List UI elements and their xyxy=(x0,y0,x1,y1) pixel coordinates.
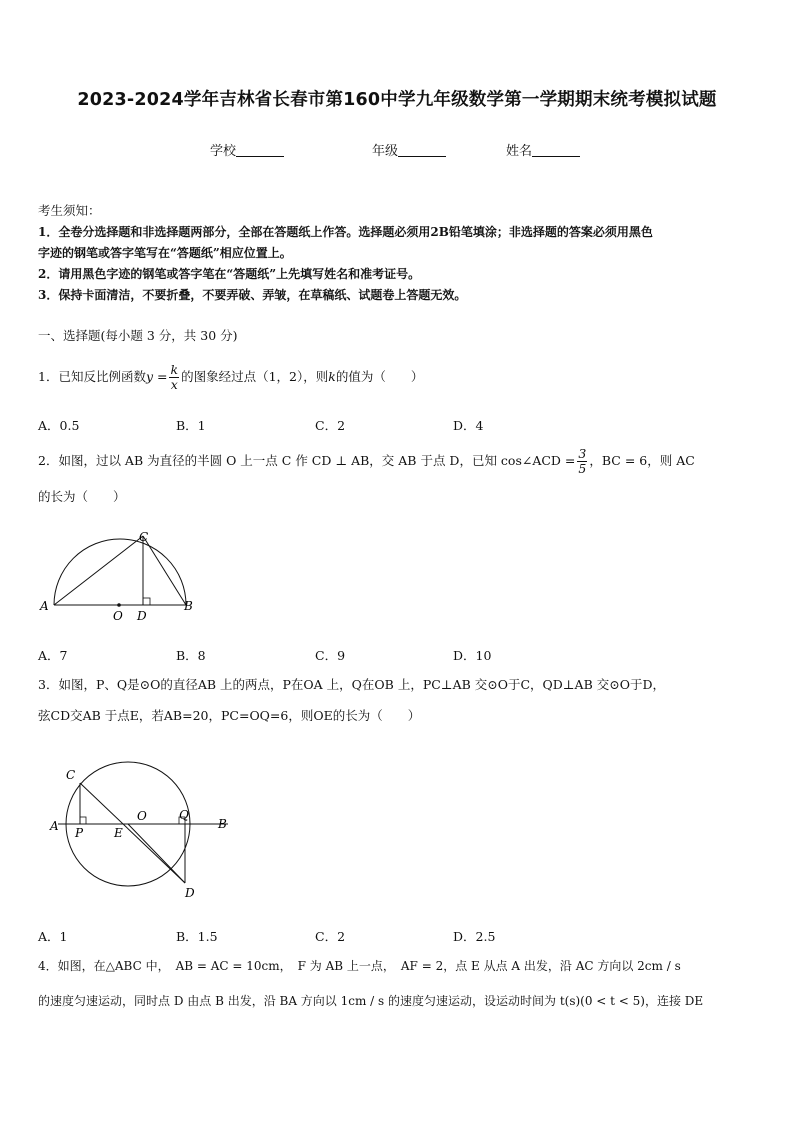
question-4: 4．如图，在△ABC 中， AB = AC = 10cm， F 为 AB 上一点， AF = 2，点 E 从点 A 出发，沿 AC 方向以 2cm / s xyxy=(38,959,681,973)
q1-option-b[interactable]: B．1 xyxy=(176,418,206,433)
label-c: C xyxy=(139,530,149,544)
name-label: 姓名 xyxy=(506,144,533,159)
label-a: A xyxy=(50,819,59,833)
q3-circle-diagram xyxy=(46,746,246,916)
grade-blank[interactable] xyxy=(398,144,446,157)
question-3: 3．如图，P、Q是⊙O的直径AB 上的两点，P在OA 上，Q在OB 上，PC⊥AB 交⊙O于C，QD⊥AB 交⊙O于D， xyxy=(38,677,665,692)
label-b: B xyxy=(218,817,227,831)
segment-od xyxy=(128,824,185,883)
notes-item-1b: 字迹的钢笔或答字笔写在“答题纸”相应位置上。 xyxy=(38,246,292,260)
notes-item-3: 3．保持卡面清洁，不要折叠，不要弄破、弄皱，在草稿纸、试题卷上答题无效。 xyxy=(38,288,467,302)
segment-ac xyxy=(54,536,143,605)
q2-option-d[interactable]: D．10 xyxy=(453,648,492,663)
q2-option-c[interactable]: C．9 xyxy=(315,648,346,663)
name-field xyxy=(506,140,580,159)
q1-option-c[interactable]: C．2 xyxy=(315,418,346,433)
grade-field xyxy=(372,140,446,159)
q3-option-c[interactable]: C．2 xyxy=(315,929,346,944)
question-1: 1．已知反比例函数y = $\frac{k}{x}$ 的图象经过点（1，2），则k的值为（ ） xyxy=(38,362,424,392)
label-d: D xyxy=(185,886,195,900)
q3-option-d[interactable]: D．2.5 xyxy=(453,929,496,944)
label-e: E xyxy=(114,826,123,840)
notes-item-2: 2．请用黑色字迹的钢笔或答字笔在“答题纸”上先填写姓名和准考证号。 xyxy=(38,267,421,281)
notes-item-1: 1．全卷分选择题和非选择题两部分，全部在答题纸上作答。选择题必须用2B铅笔填涂；非选择题的答案必须用黑色 xyxy=(38,225,653,239)
label-q: Q xyxy=(179,808,189,822)
semicircle-arc xyxy=(54,539,186,605)
label-b: B xyxy=(184,599,193,613)
q3-option-a[interactable]: A．1 xyxy=(38,929,68,944)
q2-option-b[interactable]: B．8 xyxy=(176,648,206,663)
right-angle-mark xyxy=(143,598,150,605)
question-2-line2: 的长为（ ） xyxy=(38,489,126,504)
question-3-line2: 弦CD交AB 于点E，若AB=20，PC=OQ=6，则OE的长为（ ） xyxy=(38,708,421,723)
q1-option-d[interactable]: D．4 xyxy=(453,418,484,433)
segment-bc xyxy=(143,536,186,605)
q2-semicircle-diagram xyxy=(36,526,206,626)
label-d: D xyxy=(137,609,147,623)
notes-header: 考生须知： xyxy=(38,203,101,218)
fraction-k-over-x: $\frac{k}{x}$ xyxy=(170,362,179,392)
section-heading: 一、选择题(每小题 3 分，共 30 分) xyxy=(38,328,238,343)
q2-option-a[interactable]: A．7 xyxy=(38,648,68,663)
q3-option-b[interactable]: B．1.5 xyxy=(176,929,218,944)
page-title: 2023-2024学年吉林省长春市第160中学九年级数学第一学期期末统考模拟试题 xyxy=(77,90,717,110)
school-label: 学校 xyxy=(210,144,237,159)
right-angle-p xyxy=(80,817,86,824)
label-a: A xyxy=(40,599,49,613)
label-p: P xyxy=(75,826,84,840)
school-blank[interactable] xyxy=(236,144,284,157)
label-o: O xyxy=(137,809,147,823)
question-2: 2．如图，过以 AB 为直径的半圆 O 上一点 C 作 CD ⊥ AB，交 AB 于点 D，已知 cos∠ACD = $\frac{3}{5}$ ，BC = 6，则 AC xyxy=(38,446,695,476)
label-c: C xyxy=(66,768,76,782)
question-4-line2: 的速度匀速运动，同时点 D 由点 B 出发，沿 BA 方向以 1cm / s 的速度匀速运动，设运动时间为 t(s)(0 < t < 5)，连接 DE xyxy=(38,994,704,1008)
school-field xyxy=(210,140,284,159)
chord-cd xyxy=(80,783,185,883)
name-blank[interactable] xyxy=(532,144,580,157)
q1-option-a[interactable]: A．0.5 xyxy=(38,418,80,433)
fraction-3-over-5: $\frac{3}{5}$ xyxy=(578,446,587,476)
center-point-o xyxy=(117,603,121,607)
grade-label: 年级 xyxy=(372,144,399,159)
label-o: O xyxy=(113,609,123,623)
